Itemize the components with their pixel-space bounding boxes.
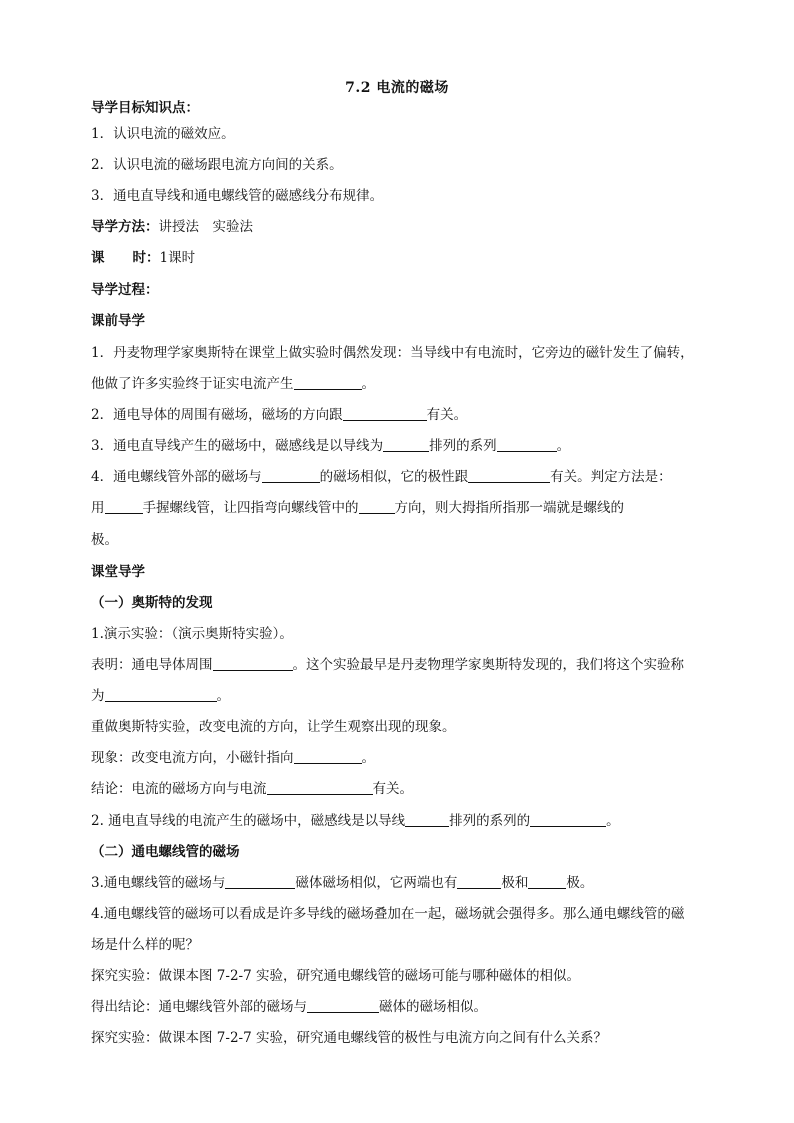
method-value: 讲授法 实验法 (158, 219, 253, 235)
method-label: 导学方法： (91, 219, 159, 235)
demo-line: 1.演示实验：（演示奥斯特实验）。 (91, 626, 293, 642)
fill-blank[interactable] (343, 406, 427, 421)
pre-q2-line: 2．通电导体的周围有磁场，磁场的方向跟 有关。 (91, 407, 468, 423)
page-title: 7.2 电流的磁场 (345, 80, 449, 96)
period-line (91, 248, 711, 268)
phenomenon-line: 现象：改变电流方向，小磁针指向 。 (91, 750, 375, 766)
section-2-heading: （二）通电螺线管的磁场 (91, 844, 240, 860)
in-q3-line: 3.通电螺线管的磁场与 磁体磁场相似，它两端也有 极和 极。 (91, 875, 594, 891)
explore-1-line: 探究实验：做课本图 7-2-7 实验，研究通电螺线管的磁场可能与哪种磁体的相似。 (91, 968, 580, 984)
pre-q3-line: 3．通电直导线产生的磁场中，磁感线是以导线为 排列的系列 。 (91, 438, 571, 454)
result-line: 得出结论：通电螺线管外部的磁场与 磁体的磁场相似。 (91, 999, 487, 1015)
fill-blank[interactable] (267, 780, 373, 795)
in-q4-line-1: 4.通电螺线管的磁场可以看成是许多导线的磁场叠加在一起，磁场就会强得多。那么通电螺线管的磁 (91, 906, 685, 922)
fill-blank[interactable] (294, 749, 362, 764)
conclusion-line: 结论：电流的磁场方向与电流 有关。 (91, 781, 413, 797)
method-line (91, 217, 711, 237)
fill-blank[interactable] (457, 874, 501, 889)
redo-line: 重做奥斯特实验，改变电流的方向，让学生观察出现的现象。 (91, 719, 456, 735)
fill-blank[interactable] (359, 499, 395, 514)
fill-blank[interactable] (262, 468, 320, 483)
fill-blank[interactable] (530, 812, 606, 827)
pre-q1-line-2: 他做了许多实验终于证实电流产生 。 (91, 376, 375, 392)
pre-q1-line-1: 1．丹麦物理学家奥斯特在课堂上做实验时偶然发现：当导线中有电流时，它旁边的磁针发生了偏转， (91, 345, 694, 361)
period-value: 1课时 (159, 250, 196, 266)
objective-item-3: 3．通电直导线和通电螺线管的磁感线分布规律。 (91, 188, 384, 204)
objective-item-1: 1．认识电流的磁效应。 (91, 126, 235, 142)
in-class-heading: 课堂导学 (91, 564, 145, 580)
in-q4-line-2: 场是什么样的呢？ (91, 937, 199, 953)
process-heading: 导学过程： (91, 282, 159, 298)
pre-q4-line-3: 极。 (91, 532, 118, 548)
fill-blank[interactable] (468, 468, 550, 483)
in-q2-line: 2. 通电直导线的电流产生的磁场中，磁感线是以导线 排列的系列的 。 (91, 813, 620, 829)
period-label-1: 课 (91, 250, 105, 266)
period-label-2: 时： (132, 250, 160, 266)
fill-blank[interactable] (105, 499, 143, 514)
fill-blank[interactable] (213, 656, 293, 671)
fill-blank[interactable] (225, 874, 295, 889)
fill-blank[interactable] (307, 998, 379, 1013)
objectives-heading: 导学目标知识点： (91, 100, 199, 116)
explore-2-line: 探究实验：做课本图 7-2-7 实验，研究通电螺线管的极性与电流方向之间有什么关系？ (91, 1030, 607, 1046)
fill-blank[interactable] (405, 812, 449, 827)
fill-blank[interactable] (497, 437, 557, 452)
pre-class-heading: 课前导学 (91, 313, 145, 329)
pre-q4-line-1: 4．通电螺线管外部的磁场与 的磁场相似，它的极性跟 有关。判定方法是： (91, 469, 672, 485)
fill-blank[interactable] (105, 687, 217, 702)
shows-line-1: 表明：通电导体周围 。这个实验最早是丹麦物理学家奥斯特发现的，我们将这个实验称 (91, 657, 684, 673)
fill-blank[interactable] (294, 375, 362, 390)
pre-q4-line-2: 用 手握螺线管，让四指弯向螺线管中的 方向，则大拇指所指那一端就是螺线的 (91, 500, 624, 516)
objective-item-2: 2．认识电流的磁场跟电流方向间的关系。 (91, 157, 343, 173)
section-1-heading: （一）奥斯特的发现 (91, 595, 213, 611)
fill-blank[interactable] (528, 874, 566, 889)
shows-line-2: 为 。 (91, 688, 230, 704)
fill-blank[interactable] (383, 437, 429, 452)
